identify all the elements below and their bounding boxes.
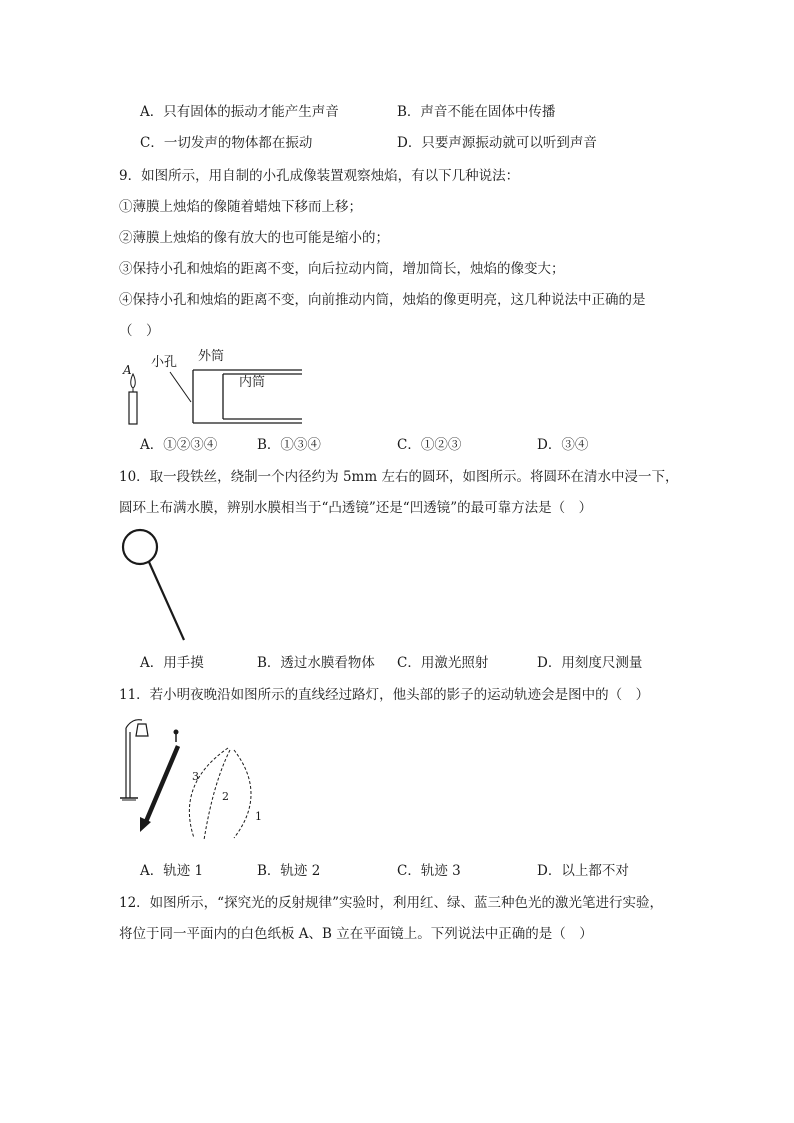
q11-stem: 11．若小明夜晚沿如图所示的直线经过路灯，他头部的影子的运动轨迹会是图中的（ ） <box>119 687 650 703</box>
q9-inner-label: 内筒 <box>239 375 266 390</box>
q9-stem: 9．如图所示，用自制的小孔成像装置观察烛焰，有以下几种说法： <box>119 168 520 184</box>
q9-answer-bracket: （ ） <box>119 323 160 339</box>
q9-option-d: D．③④ <box>537 437 589 453</box>
q9-option-c: C．①②③ <box>397 437 462 453</box>
q9-pinhole-figure <box>118 346 318 428</box>
q10-option-b: B．透过水膜看物体 <box>257 655 375 671</box>
q11-option-b: B．轨迹 2 <box>257 863 321 879</box>
q11-option-c: C．轨迹 3 <box>397 863 461 879</box>
q10-wire-ring-figure <box>118 526 198 646</box>
q11-option-a: A．轨迹 1 <box>140 863 204 879</box>
trajectory-1 <box>234 750 251 838</box>
q10-option-c: C．用激光照射 <box>397 655 489 671</box>
q10-option-d: D．用刻度尺测量 <box>537 655 643 671</box>
q9-statement-2: ②薄膜上烛焰的像有放大的也可能是缩小的； <box>119 230 389 246</box>
q11-streetlamp-figure <box>118 714 278 844</box>
q8-option-d: D．只要声源振动就可以听到声音 <box>397 135 597 151</box>
walking-direction-arrow <box>145 746 178 824</box>
q9-hole-label: 小孔 <box>151 355 178 370</box>
q9-outer-label: 外筒 <box>198 349 225 364</box>
q10-option-a: A．用手摸 <box>140 655 204 671</box>
q10-stem-line1: 10．取一段铁丝，绕制一个内径约为 5mm 左右的圆环，如图所示。将圆环在清水中浸一下， <box>119 469 679 485</box>
trajectory-3-label: 3 <box>192 770 199 783</box>
streetlamp-icon <box>120 720 148 800</box>
q8-option-b: B．声音不能在固体中传播 <box>397 104 556 120</box>
q9-option-a: A．①②③④ <box>140 437 218 453</box>
ring-icon <box>123 530 157 564</box>
q9-statement-3: ③保持小孔和烛焰的距离不变，向后拉动内筒，增加筒长，烛焰的像变大； <box>119 261 565 277</box>
wire-handle <box>149 562 184 640</box>
q11-option-d: D．以上都不对 <box>537 863 629 879</box>
q12-stem-line2: 将位于同一平面内的白色纸板 A、B 立在平面镜上。下列说法中正确的是（ ） <box>119 926 593 942</box>
q8-option-c: C．一切发声的物体都在振动 <box>140 135 313 151</box>
trajectory-2-label: 2 <box>222 790 229 803</box>
q8-option-a: A．只有固体的振动才能产生声音 <box>140 104 339 120</box>
q9-candle-label: A <box>123 363 132 377</box>
trajectory-1-label: 1 <box>255 810 262 823</box>
candle-icon <box>129 392 137 424</box>
q9-statement-1: ①薄膜上烛焰的像随着蜡烛下移而上移； <box>119 199 362 215</box>
q10-stem-line2: 圆环上布满水膜，辨别水膜相当于“凸透镜”还是“凹透镜”的最可靠方法是（ ） <box>119 500 593 516</box>
q12-stem-line1: 12．如图所示，“探究光的反射规律”实验时，利用红、绿、蓝三种色光的激光笔进行实验， <box>119 895 663 911</box>
q9-option-b: B．①③④ <box>257 437 321 453</box>
q9-statement-4: ④保持小孔和烛焰的距离不变，向前推动内筒，烛焰的像更明亮，这几种说法中正确的是 <box>119 292 646 308</box>
walker-head-icon <box>174 730 179 735</box>
